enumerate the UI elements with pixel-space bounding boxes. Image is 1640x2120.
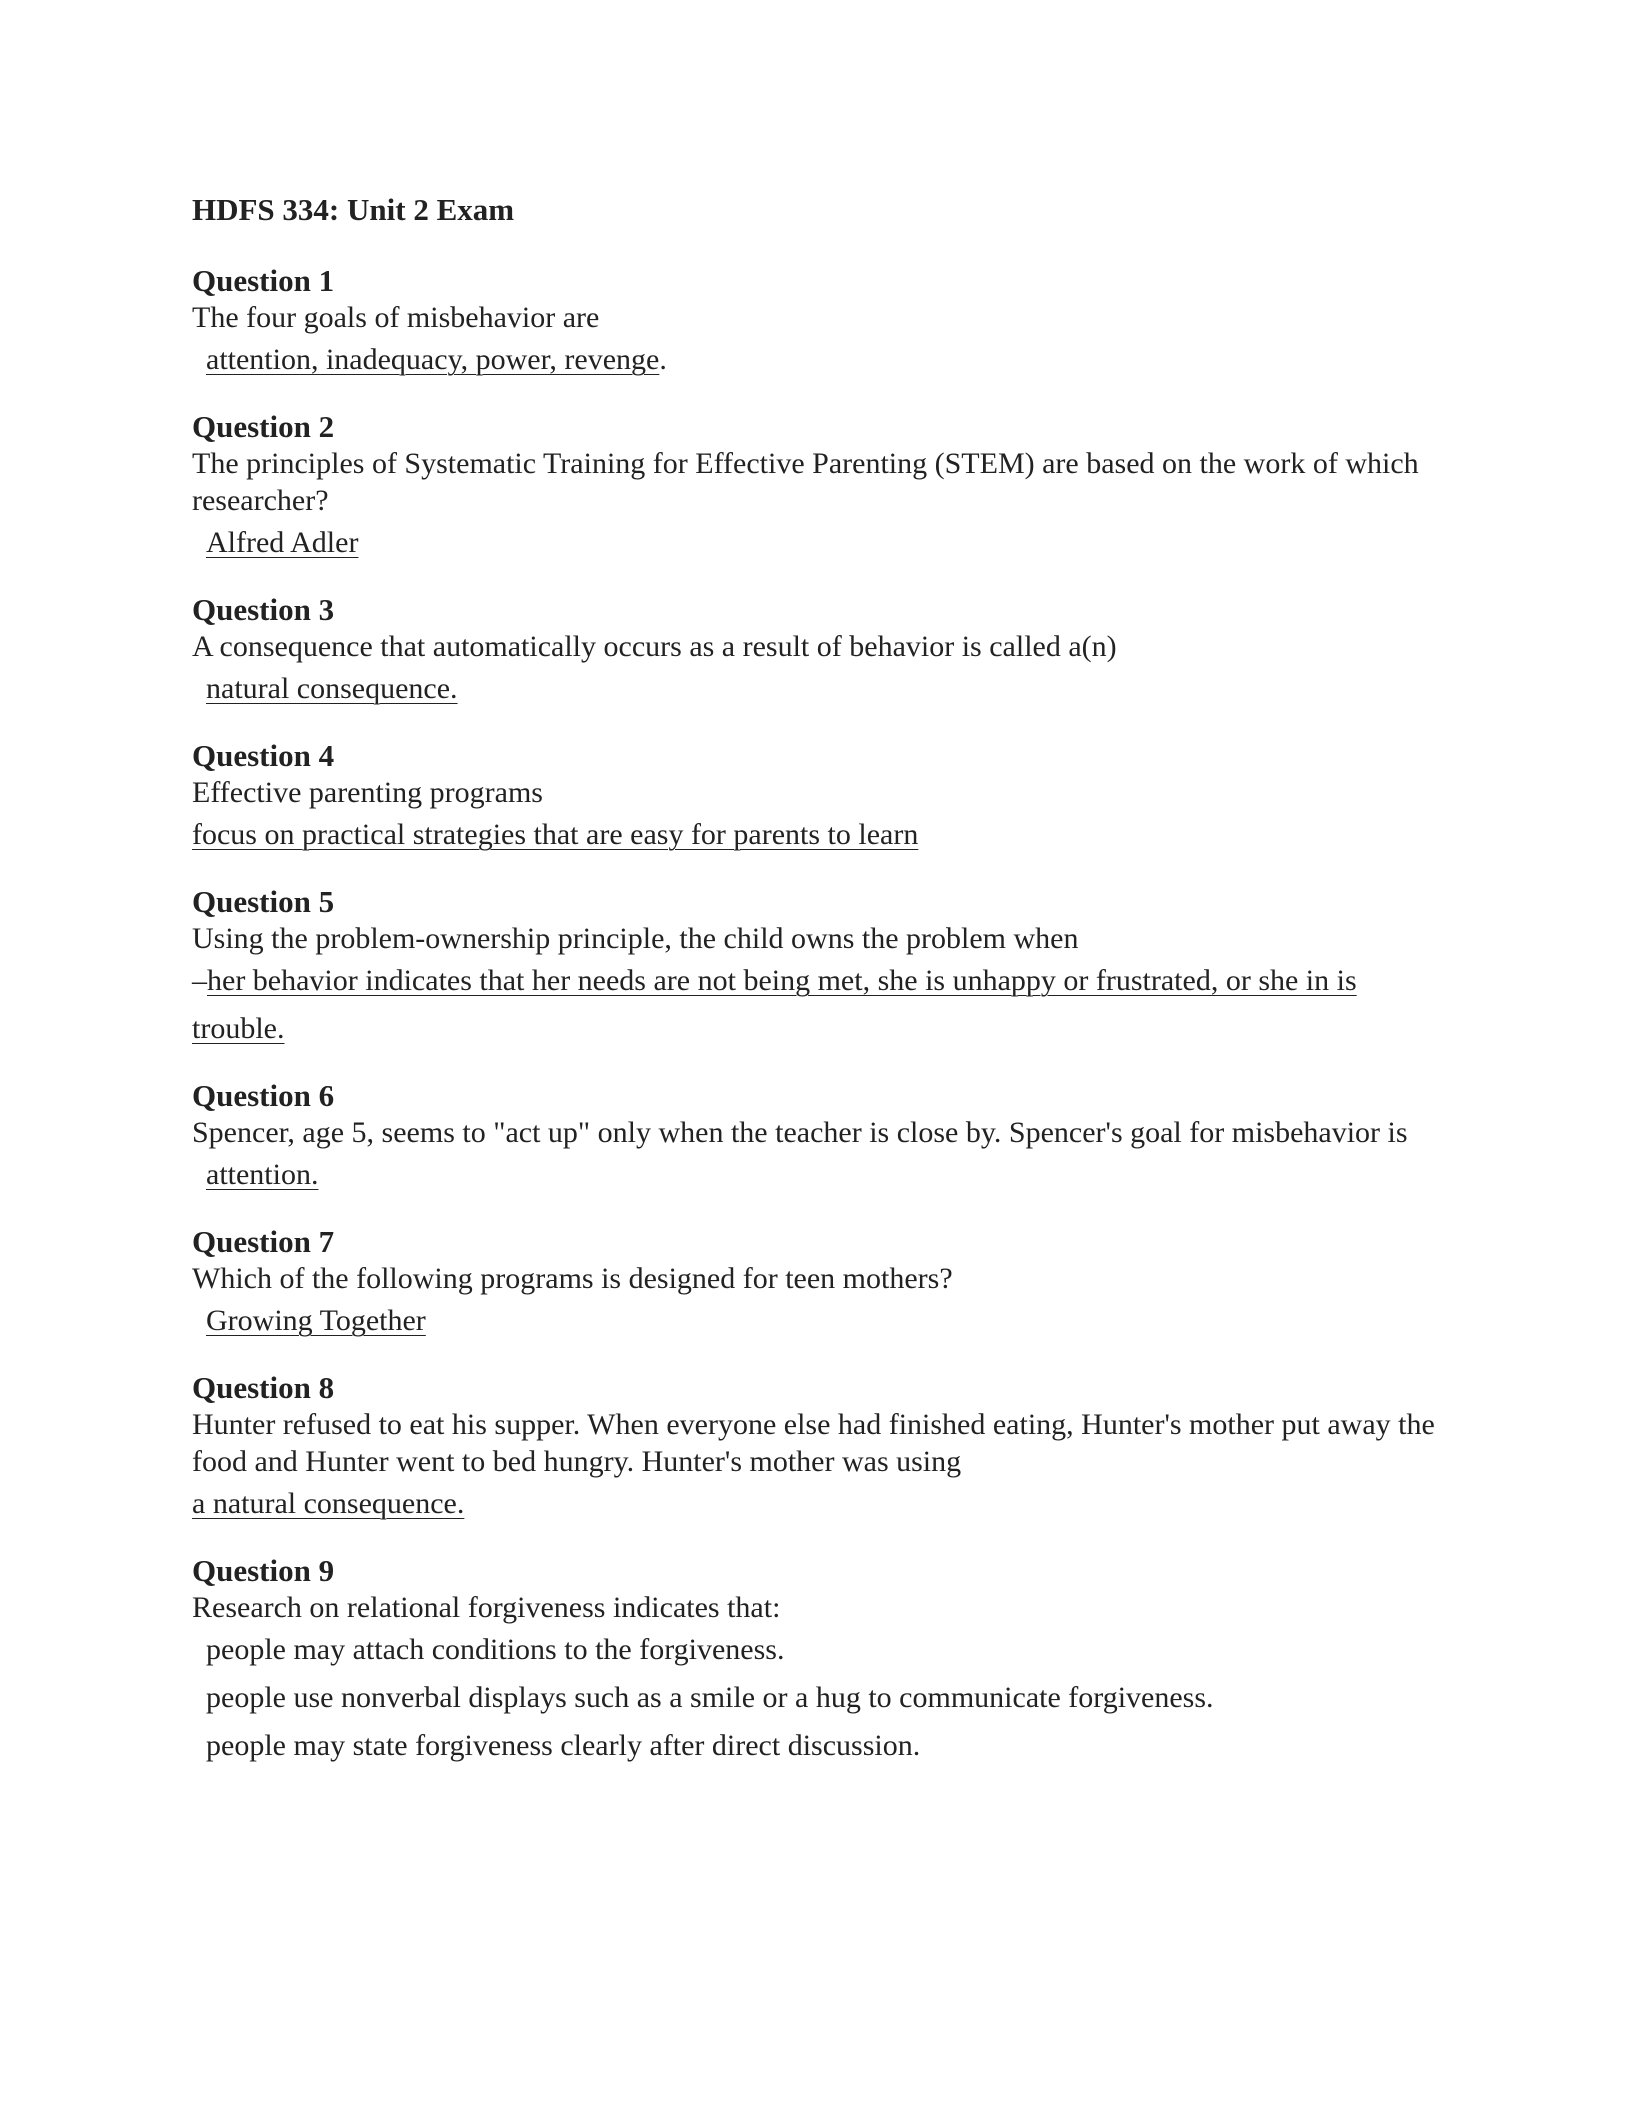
question-heading: Question 3 (192, 592, 335, 627)
question-text: The principles of Systematic Training for Effective Parenting (STEM) are based on the work of which researcher? (192, 447, 1419, 517)
question-text: A consequence that automatically occurs as a result of behavior is called a(n) (192, 630, 1117, 663)
question-7 (192, 1224, 1452, 1345)
answer (192, 519, 1452, 567)
answer-text: a natural consequence. (192, 1487, 465, 1520)
answer-text: Alfred Adler (206, 526, 359, 559)
question-heading: Question 6 (192, 1078, 335, 1113)
question-3 (192, 592, 1452, 713)
answer-text: attention, inadequacy, power, revenge (206, 343, 660, 376)
answer-option: people use nonverbal displays such as a smile or a hug to communicate forgiveness. (206, 1681, 1214, 1714)
question-text: Using the problem-ownership principle, the child owns the problem when (192, 922, 1079, 955)
question-heading: Question 2 (192, 409, 335, 444)
answer (192, 1151, 1452, 1199)
question-text: Effective parenting programs (192, 776, 543, 809)
document-title: HDFS 334: Unit 2 Exam (192, 192, 515, 227)
exam-document (192, 190, 1452, 1795)
answer (192, 1480, 1452, 1528)
question-text: Which of the following programs is designed for teen mothers? (192, 1262, 953, 1295)
answer-text: attention. (206, 1158, 319, 1191)
answer-text: Growing Together (206, 1304, 426, 1337)
answer (192, 336, 1452, 384)
answer-text: natural consequence. (206, 672, 458, 705)
question-heading: Question 8 (192, 1370, 335, 1405)
answer (192, 957, 1452, 1053)
answer-text: focus on practical strategies that are easy for parents to learn (192, 818, 919, 851)
question-4 (192, 738, 1452, 859)
question-heading: Question 5 (192, 884, 335, 919)
answer (192, 1297, 1452, 1345)
question-text: The four goals of misbehavior are (192, 301, 600, 334)
question-heading: Question 4 (192, 738, 335, 773)
answer-suffix: . (659, 343, 667, 376)
question-text: Research on relational forgiveness indicates that: (192, 1591, 781, 1624)
question-2 (192, 409, 1452, 567)
question-1 (192, 263, 1452, 384)
answer (192, 665, 1452, 713)
question-text: Hunter refused to eat his supper. When everyone else had finished eating, Hunter's mother put away the food and Hunter went to bed hungry. Hunter's mother was using (192, 1408, 1435, 1478)
answer-prefix: – (192, 964, 207, 997)
question-heading: Question 1 (192, 263, 335, 298)
question-8 (192, 1370, 1452, 1528)
answer-option: people may attach conditions to the forgiveness. (206, 1633, 785, 1666)
question-text: Spencer, age 5, seems to "act up" only when the teacher is close by. Spencer's goal for misbehavior is (192, 1116, 1408, 1149)
answer (192, 811, 1452, 859)
answer-text: her behavior indicates that her needs are not being met, she is unhappy or frustrated, or she in is trouble. (192, 964, 1357, 1045)
question-heading: Question 9 (192, 1553, 335, 1588)
question-6 (192, 1078, 1452, 1199)
answer-option: people may state forgiveness clearly after direct discussion. (206, 1729, 921, 1762)
question-5 (192, 884, 1452, 1053)
question-heading: Question 7 (192, 1224, 335, 1259)
question-9 (192, 1553, 1452, 1770)
